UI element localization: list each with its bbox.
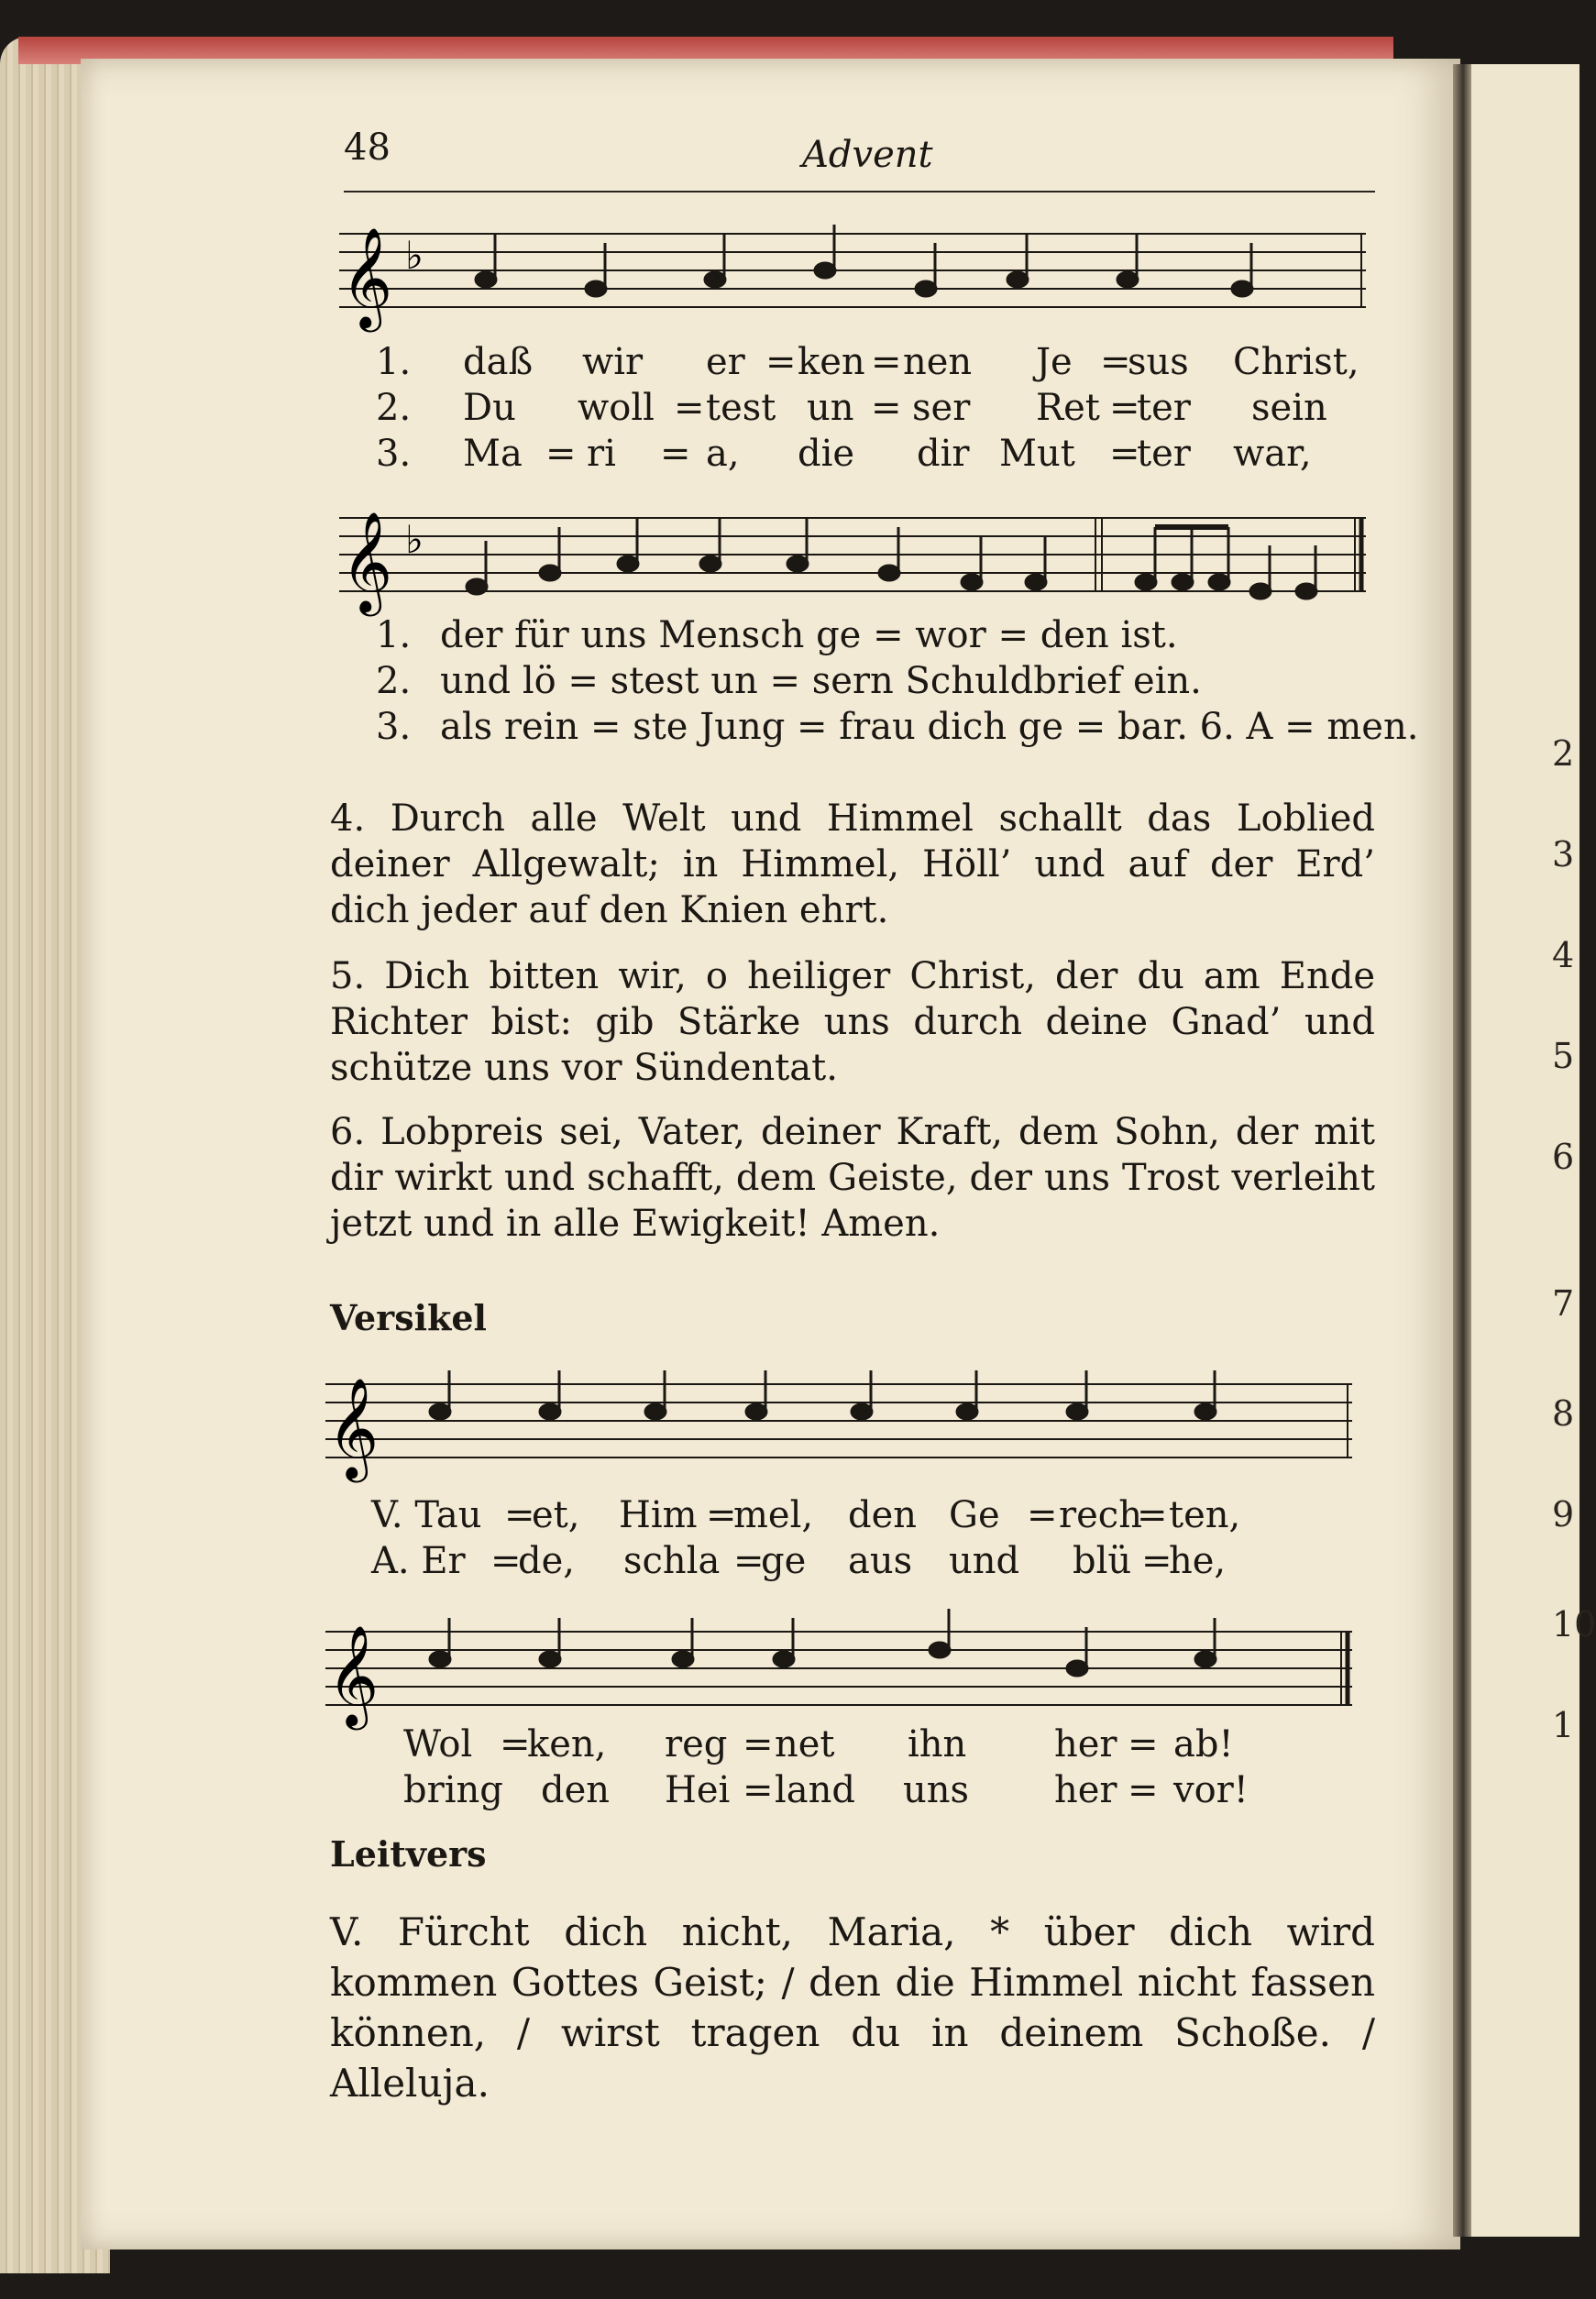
leitvers-text: V. Fürcht dich nicht, Maria, * über dich wird kommen Gottes Geist; / den die Himmel nicht fassen können, / wirst tragen du in deinem Schoße. / Alleluja. <box>330 1909 1375 2106</box>
page-header <box>344 126 1375 192</box>
notes <box>430 1370 1216 1419</box>
versikel-a-row-2: bring den Hei = land uns her = vor! <box>403 1769 1249 1811</box>
book-gutter <box>1453 64 1473 2237</box>
treble-clef-icon: 𝄞 <box>327 1625 380 1726</box>
next-page-num: 5 <box>1552 1036 1575 1076</box>
versikel-v-row-1: V. Tau = et, Him = mel, den Ge = rech = ten, <box>371 1494 1241 1536</box>
flat-icon: ♭ <box>405 233 424 278</box>
notes <box>467 518 1316 599</box>
notes <box>476 225 1252 296</box>
next-page-num: 10 <box>1552 1604 1596 1644</box>
music-staff-1 <box>339 215 1366 328</box>
next-page-num: 8 <box>1552 1393 1575 1434</box>
flat-icon: ♭ <box>405 517 424 562</box>
lyric-row-verse-3: 3. Ma = ri = a, die dir Mut = ter war, <box>376 433 1312 475</box>
next-page-num: 3 <box>1552 834 1575 874</box>
stanza-6: 6. Lobpreis sei, Vater, deiner Kraft, dem Sohn, der mit dir wirkt und schafft, dem Geiste, der uns Trost verleiht jetzt und in alle Ewigkeit! Amen. <box>330 1111 1375 1245</box>
versikel-v-row-2: Wol = ken, reg = net ihn her = ab! <box>403 1723 1234 1766</box>
verse-number: 1. <box>376 614 412 656</box>
running-title: Advent <box>802 134 933 176</box>
next-page-num: 7 <box>1552 1283 1575 1324</box>
next-page-num: 1 <box>1552 1705 1575 1745</box>
versikel-heading: Versikel <box>330 1297 487 1338</box>
treble-clef-icon: 𝄞 <box>327 1378 380 1479</box>
music-staff-2 <box>339 500 1366 610</box>
next-page-num: 9 <box>1552 1494 1575 1534</box>
verse-number: 3. <box>376 433 412 475</box>
next-page-num: 6 <box>1552 1137 1575 1177</box>
page-number: 48 <box>344 126 391 169</box>
next-page-fragment <box>1471 64 1596 2237</box>
notes <box>430 1609 1216 1676</box>
stanza-4: 4. Durch alle Welt und Himmel schallt das Loblied deiner Allgewalt; in Himmel, Höll’ und auf der Erd’ dich jeder auf den Knien ehrt. <box>330 798 1375 931</box>
next-page-num: 2 <box>1552 733 1575 774</box>
verse-number: 2. <box>376 387 412 429</box>
verse-number: 3. <box>376 706 412 748</box>
treble-clef-icon: 𝄞 <box>341 512 393 612</box>
versikel-staff-2 <box>325 1613 1352 1726</box>
stanza-5: 5. Dich bitten wir, o heiliger Christ, der du am Ende Richter bist: gib Stärke uns durch deine Gnad’ und schütze uns vor Sündentat. <box>330 955 1375 1089</box>
leitvers-heading: Leitvers <box>330 1833 487 1875</box>
verse-number: 1. <box>376 341 412 383</box>
versikel-a-row-1: A. Er = de, schla = ge aus und blü = he, <box>371 1540 1227 1582</box>
lyric-row-verse-2: 2. Du woll = test un = ser Ret = ter sein <box>376 387 1327 429</box>
versikel-staff-1 <box>325 1366 1352 1479</box>
verse-number: 2. <box>376 660 412 702</box>
next-page-num: 4 <box>1552 935 1575 975</box>
treble-clef-icon: 𝄞 <box>341 227 393 328</box>
lyric-row-verse-1: 1. daß wir er = ken = nen Je = sus Christ, <box>376 341 1359 383</box>
